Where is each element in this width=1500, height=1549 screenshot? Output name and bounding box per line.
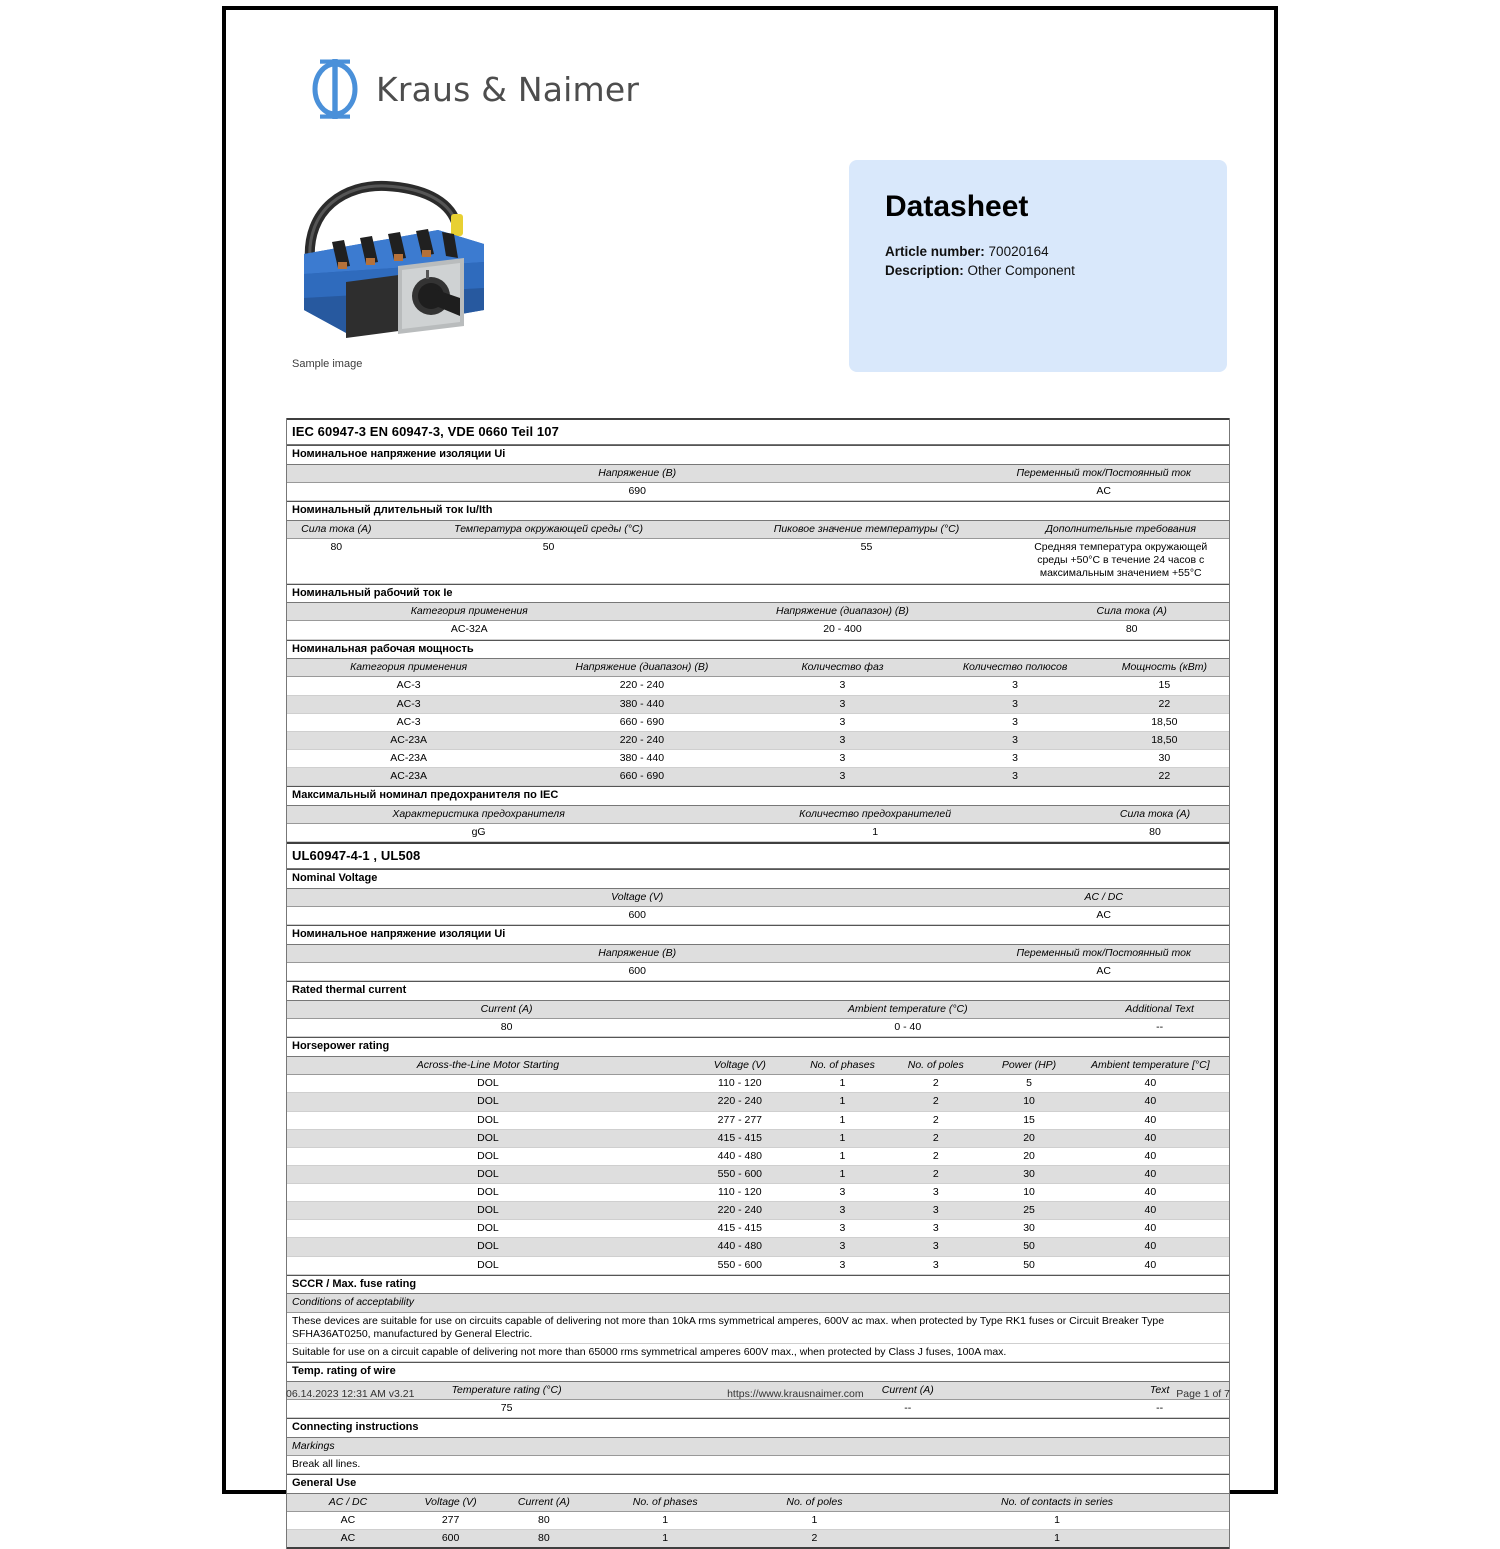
paragraph-row: These devices are suitable for use on circuits capable of delivering not more than 10kA rms symmetrical amperes, 600V ac max. when protected by Type RK1 fuses or Circuit Breaker Type SFHA36AT0250, manufactured by General Electric. — [287, 1313, 1229, 1344]
section-heading-row: Максимальный номинал предохранителя по IEC — [287, 786, 1229, 806]
section-heading-row: Nominal Voltage — [287, 869, 1229, 889]
footer-url[interactable]: https://www.krausnaimer.com — [727, 1388, 864, 1400]
section-heading-row: Номинальная рабочая мощность — [287, 640, 1229, 660]
table-cell: 10 — [1023, 1095, 1035, 1108]
table-cell: 3 — [932, 1258, 939, 1271]
table-cell: 20 - 400 — [823, 623, 862, 636]
column-header-cell: Additional Text — [1125, 1003, 1194, 1016]
table-row — [287, 1512, 1229, 1530]
table-row — [287, 1220, 1229, 1238]
table-cell: AC-32A — [450, 623, 488, 636]
column-header-cell: Напряжение (диапазон) (B) — [776, 605, 909, 618]
table-row — [287, 677, 1229, 695]
table-row — [287, 1202, 1229, 1220]
table-cell: 80 — [538, 1531, 550, 1544]
table-cell: DOL — [477, 1222, 499, 1235]
table-cell: 20 — [1023, 1149, 1035, 1162]
column-header-cell: Voltage (V) — [424, 1495, 477, 1508]
table-cell: AC — [1096, 965, 1111, 978]
table-cell: 80 — [330, 541, 343, 554]
table-cell: 1 — [811, 1513, 818, 1526]
column-header-cell: Пиковое значение температуры (°C) — [773, 523, 960, 535]
table-cell: AC — [340, 1513, 356, 1526]
column-header-cell: Across-the-Line Motor Starting — [416, 1059, 560, 1072]
table-cell: 415 - 415 — [717, 1222, 763, 1235]
article-number-line — [885, 244, 1049, 259]
table-row — [287, 1400, 1229, 1418]
table-cell: 40 — [1144, 1095, 1157, 1108]
column-header-cell: No. of contacts in series — [1000, 1495, 1114, 1508]
table-cell: AC-23A — [390, 770, 427, 782]
table-row — [287, 1148, 1229, 1166]
brand-header — [308, 58, 639, 120]
paragraph-row: Break all lines. — [287, 1456, 1229, 1474]
table-cell: 1 — [839, 1077, 846, 1090]
table-cell: 660 - 690 — [619, 770, 665, 782]
table-header-row — [287, 465, 1229, 483]
table-cell: DOL — [477, 1204, 499, 1217]
table-cell: 1 — [839, 1131, 846, 1144]
table-cell: 220 - 240 — [619, 733, 665, 746]
table-row — [287, 714, 1229, 732]
table-row — [287, 1093, 1229, 1111]
table-cell: 3 — [839, 1204, 846, 1217]
table-cell: AC — [340, 1531, 356, 1544]
table-cell: 30 — [1158, 751, 1171, 764]
table-cell: AC-3 — [396, 679, 421, 692]
column-header-cell: No. of phases — [632, 1495, 698, 1508]
table-cell: 660 - 690 — [619, 715, 665, 728]
table-cell: 110 - 120 — [718, 1186, 762, 1198]
brand-name: Kraus & Naimer — [376, 69, 640, 109]
table-cell: 5 — [1026, 1077, 1032, 1090]
table-cell: 50 — [1023, 1240, 1035, 1253]
table-header-row — [287, 1001, 1229, 1019]
section-heading-row: Номинальное напряжение изоляции Ui — [287, 445, 1229, 465]
table-cell: 30 — [1023, 1222, 1035, 1235]
table-cell: 220 - 240 — [619, 679, 665, 692]
page-footer — [286, 1388, 1230, 1400]
column-header-cell: Характеристика предохранителя — [392, 807, 565, 820]
table-header-row — [287, 889, 1229, 907]
column-header-cell: Сила тока (A) — [1096, 605, 1167, 618]
column-header-cell: Current (A) — [881, 1383, 934, 1396]
table-cell: AC-23A — [390, 733, 427, 746]
table-row — [287, 1238, 1229, 1256]
table-cell: 220 - 240 — [717, 1095, 763, 1108]
table-cell: gG — [471, 826, 486, 838]
table-cell: 3 — [839, 1258, 846, 1271]
column-header-cell: Current (A) — [517, 1495, 570, 1508]
table-cell: AC-23A — [390, 751, 427, 764]
column-header-cell: Text — [1149, 1383, 1170, 1396]
table-cell: 40 — [1144, 1258, 1157, 1271]
table-cell: 15 — [1158, 679, 1171, 692]
table-cell: 3 — [1012, 679, 1018, 692]
table-header-row — [287, 1494, 1229, 1512]
section-heading-row: General Use — [287, 1474, 1229, 1494]
table-cell: DOL — [477, 1149, 499, 1162]
table-cell: 3 — [932, 1186, 939, 1198]
table-cell: 2 — [932, 1167, 939, 1180]
table-cell: 3 — [839, 697, 846, 710]
table-cell: 3 — [839, 1186, 846, 1198]
column-header-cell: Дополнительные требования — [1045, 523, 1196, 535]
column-header-cell: Напряжение (диапазон) (B) — [575, 661, 709, 674]
table-cell: 1 — [839, 1113, 846, 1126]
table-cell: 3 — [1012, 715, 1018, 728]
table-cell: 25 — [1023, 1204, 1035, 1217]
column-header-cell: AC / DC — [1084, 891, 1123, 904]
table-cell: 2 — [932, 1113, 939, 1126]
table-cell: 30 — [1023, 1167, 1035, 1180]
column-header-cell: Переменный ток/Постоянный ток — [1016, 467, 1191, 479]
sample-image-caption: Sample image — [292, 358, 363, 370]
table-cell: 50 — [1023, 1258, 1035, 1271]
kraus-naimer-phi-logo-icon — [308, 58, 362, 120]
table-cell: 2 — [811, 1531, 818, 1544]
column-header-cell: Power (HP) — [1001, 1059, 1057, 1072]
table-row — [287, 768, 1229, 786]
paragraph-row: Suitable for use on a circuit capable of delivering not more than 65000 rms symmetrical amperes 600V max., when protected by Class J fuses, 100A max. — [287, 1344, 1229, 1362]
article-number-label: Article number: — [885, 244, 985, 259]
table-cell: 18,50 — [1151, 733, 1178, 746]
specifications-table — [286, 418, 1230, 1549]
table-header-row — [287, 659, 1229, 677]
table-cell: DOL — [477, 1240, 499, 1253]
table-cell: 40 — [1144, 1167, 1157, 1180]
table-row — [287, 696, 1229, 714]
table-header-row — [287, 945, 1229, 963]
table-cell: 1 — [662, 1531, 669, 1544]
column-header-cell: Сила тока (A) — [1119, 807, 1191, 820]
table-row — [287, 621, 1229, 639]
table-cell: 550 - 600 — [717, 1258, 763, 1271]
table-cell: 600 — [441, 1531, 460, 1544]
section-heading-row: Номинальный рабочий ток Ie — [287, 584, 1229, 604]
table-cell: 3 — [1012, 770, 1018, 782]
table-row — [287, 1530, 1229, 1549]
table-cell: 1 — [839, 1149, 846, 1162]
table-cell: 22 — [1158, 770, 1171, 782]
table-cell: 3 — [932, 1222, 939, 1235]
column-header-cell: Ambient temperature [°C] — [1091, 1059, 1210, 1072]
table-cell: 3 — [932, 1240, 939, 1253]
table-cell: AC-3 — [396, 697, 421, 710]
table-header-row — [287, 806, 1229, 824]
table-cell: DOL — [477, 1131, 499, 1144]
table-cell: 22 — [1158, 697, 1171, 710]
table-cell: 0 - 40 — [894, 1021, 922, 1034]
table-cell: 2 — [932, 1131, 939, 1144]
table-cell: 15 — [1023, 1113, 1035, 1126]
column-header-cell: Current (A) — [480, 1003, 533, 1016]
standard-heading-row: IEC 60947-3 EN 60947-3, VDE 0660 Teil 107 — [287, 418, 1229, 445]
table-cell: 1 — [1054, 1531, 1060, 1544]
table-row — [287, 1184, 1229, 1202]
table-row — [287, 963, 1229, 981]
table-cell: DOL — [477, 1258, 499, 1271]
subsection-note-row: Conditions of acceptability — [287, 1294, 1229, 1312]
table-row — [287, 824, 1229, 842]
table-cell: 600 — [628, 965, 646, 978]
table-cell: 110 - 120 — [718, 1077, 762, 1090]
table-cell: 10 — [1023, 1186, 1035, 1198]
table-cell: 40 — [1144, 1204, 1157, 1217]
table-cell: 50 — [542, 541, 555, 554]
column-header-cell: Ambient temperature (°C) — [847, 1003, 968, 1016]
table-cell: -- — [1156, 1021, 1164, 1034]
table-row — [287, 1257, 1229, 1275]
column-header-cell: AC / DC — [328, 1495, 368, 1508]
table-cell: DOL — [477, 1186, 499, 1198]
table-cell: 1 — [839, 1167, 846, 1180]
product-sample-image — [288, 170, 498, 350]
datasheet-title: Datasheet — [885, 190, 1029, 223]
table-cell: 277 - 277 — [717, 1113, 763, 1126]
subsection-note-row: Markings — [287, 1438, 1229, 1456]
column-header-cell: Мощность (кВт) — [1121, 661, 1207, 674]
table-cell: 415 - 415 — [717, 1131, 763, 1144]
table-cell: AC — [1096, 485, 1111, 498]
section-heading-row: SCCR / Max. fuse rating — [287, 1275, 1229, 1295]
table-cell: 2 — [932, 1149, 939, 1162]
column-header-cell: Напряжение (B) — [598, 467, 677, 479]
table-cell: 20 — [1023, 1131, 1035, 1144]
table-cell: 380 - 440 — [619, 751, 665, 764]
table-cell: 3 — [1012, 697, 1018, 710]
table-cell: 1 — [662, 1513, 669, 1526]
table-cell: 380 - 440 — [619, 697, 665, 710]
table-cell: 440 - 480 — [717, 1240, 763, 1253]
article-number-value: 70020164 — [988, 244, 1049, 259]
table-header-row — [287, 521, 1229, 539]
table-cell: 3 — [1012, 751, 1018, 764]
description-value: Other Component — [967, 263, 1075, 278]
description-line — [885, 263, 1075, 278]
table-cell: 80 — [1149, 826, 1161, 838]
table-row — [287, 1075, 1229, 1093]
table-cell: 550 - 600 — [717, 1167, 763, 1180]
table-cell: 600 — [628, 909, 646, 922]
table-cell: 3 — [839, 1222, 846, 1235]
table-row — [287, 907, 1229, 925]
section-heading-row: Temp. rating of wire — [287, 1362, 1229, 1382]
table-cell: 3 — [839, 770, 846, 782]
table-cell: DOL — [477, 1077, 499, 1090]
footer-timestamp: 06.14.2023 12:31 AM v3.21 — [286, 1388, 415, 1400]
column-header-cell: Voltage (V) — [611, 891, 664, 904]
table-cell: 2 — [932, 1095, 939, 1108]
table-row — [287, 1166, 1229, 1184]
table-cell: 40 — [1144, 1131, 1157, 1144]
table-cell: DOL — [477, 1095, 499, 1108]
table-cell: 40 — [1144, 1077, 1157, 1090]
table-cell: 40 — [1144, 1240, 1157, 1253]
table-cell: 80 — [1125, 623, 1138, 636]
table-cell: 40 — [1144, 1222, 1157, 1235]
column-header-cell: No. of poles — [786, 1495, 843, 1508]
table-row — [287, 1130, 1229, 1148]
table-row — [287, 539, 1229, 583]
table-cell: 40 — [1144, 1113, 1157, 1126]
column-header-cell: Переменный ток/Постоянный ток — [1016, 947, 1191, 960]
table-row — [287, 1112, 1229, 1130]
section-heading-row: Номинальное напряжение изоляции Ui — [287, 925, 1229, 945]
table-row — [287, 1019, 1229, 1037]
datasheet-info-box — [849, 160, 1227, 372]
table-header-row — [287, 603, 1229, 621]
table-cell: 2 — [932, 1077, 939, 1090]
column-header-cell: Количество полюсов — [962, 661, 1068, 674]
table-cell: -- — [1156, 1401, 1164, 1414]
standard-heading-row: UL60947-4-1 , UL508 — [287, 842, 1229, 869]
section-heading-row: Номинальный длительный ток Iu/Ith — [287, 501, 1229, 521]
footer-page-number: Page 1 of 7 — [1176, 1388, 1230, 1400]
table-cell: 690 — [628, 485, 646, 498]
table-cell: 220 - 240 — [717, 1204, 763, 1217]
table-cell: -- — [904, 1401, 912, 1414]
table-cell: 277 — [441, 1513, 460, 1526]
table-row — [287, 732, 1229, 750]
column-header-cell: No. of phases — [810, 1059, 875, 1072]
column-header-cell: Категория применения — [350, 661, 468, 674]
column-header-cell: Температура окружающей среды (°C) — [454, 523, 643, 535]
table-cell: DOL — [477, 1113, 499, 1126]
table-cell: 3 — [839, 679, 846, 692]
table-cell: 18,50 — [1151, 715, 1178, 728]
table-header-row — [287, 1057, 1229, 1075]
column-header-cell: No. of poles — [907, 1059, 964, 1072]
section-heading-row: Connecting instructions — [287, 1418, 1229, 1438]
table-cell: 1 — [1054, 1513, 1060, 1526]
table-cell: 1 — [839, 1095, 846, 1108]
table-row — [287, 750, 1229, 768]
table-cell: 3 — [839, 1240, 846, 1253]
table-cell: 3 — [932, 1204, 939, 1217]
table-cell: 75 — [500, 1401, 513, 1414]
column-header-cell: Сила тока (A) — [301, 523, 372, 535]
table-cell: 3 — [1012, 733, 1018, 746]
table-cell: Средняя температура окружающей среды +50°C в течение 24 часов с максимальным значением +55°C — [1034, 541, 1208, 580]
column-header-cell: Категория применения — [410, 605, 528, 618]
table-cell: 3 — [839, 733, 846, 746]
table-cell: 3 — [839, 715, 846, 728]
table-cell: 40 — [1144, 1149, 1157, 1162]
column-header-cell: Напряжение (B) — [598, 947, 677, 960]
section-heading-row: Rated thermal current — [287, 981, 1229, 1001]
table-cell: 440 - 480 — [717, 1149, 763, 1162]
column-header-cell: Voltage (V) — [713, 1059, 766, 1072]
table-cell: 3 — [839, 751, 846, 764]
datasheet-page — [222, 6, 1278, 1544]
column-header-cell: Количество предохранителей — [799, 807, 952, 820]
table-cell: 55 — [860, 541, 873, 554]
column-header-cell: Количество фаз — [801, 661, 884, 674]
section-heading-row: Horsepower rating — [287, 1037, 1229, 1057]
table-cell: AC — [1096, 909, 1111, 922]
column-header-cell: Temperature rating (°C) — [451, 1383, 562, 1396]
table-cell: 1 — [872, 826, 879, 838]
table-cell: 80 — [538, 1513, 550, 1526]
table-cell: 40 — [1144, 1186, 1157, 1198]
table-cell: 80 — [500, 1021, 513, 1034]
table-cell: AC-3 — [396, 715, 421, 728]
description-label: Description: — [885, 263, 964, 278]
table-cell: DOL — [477, 1167, 499, 1180]
table-row — [287, 483, 1229, 501]
